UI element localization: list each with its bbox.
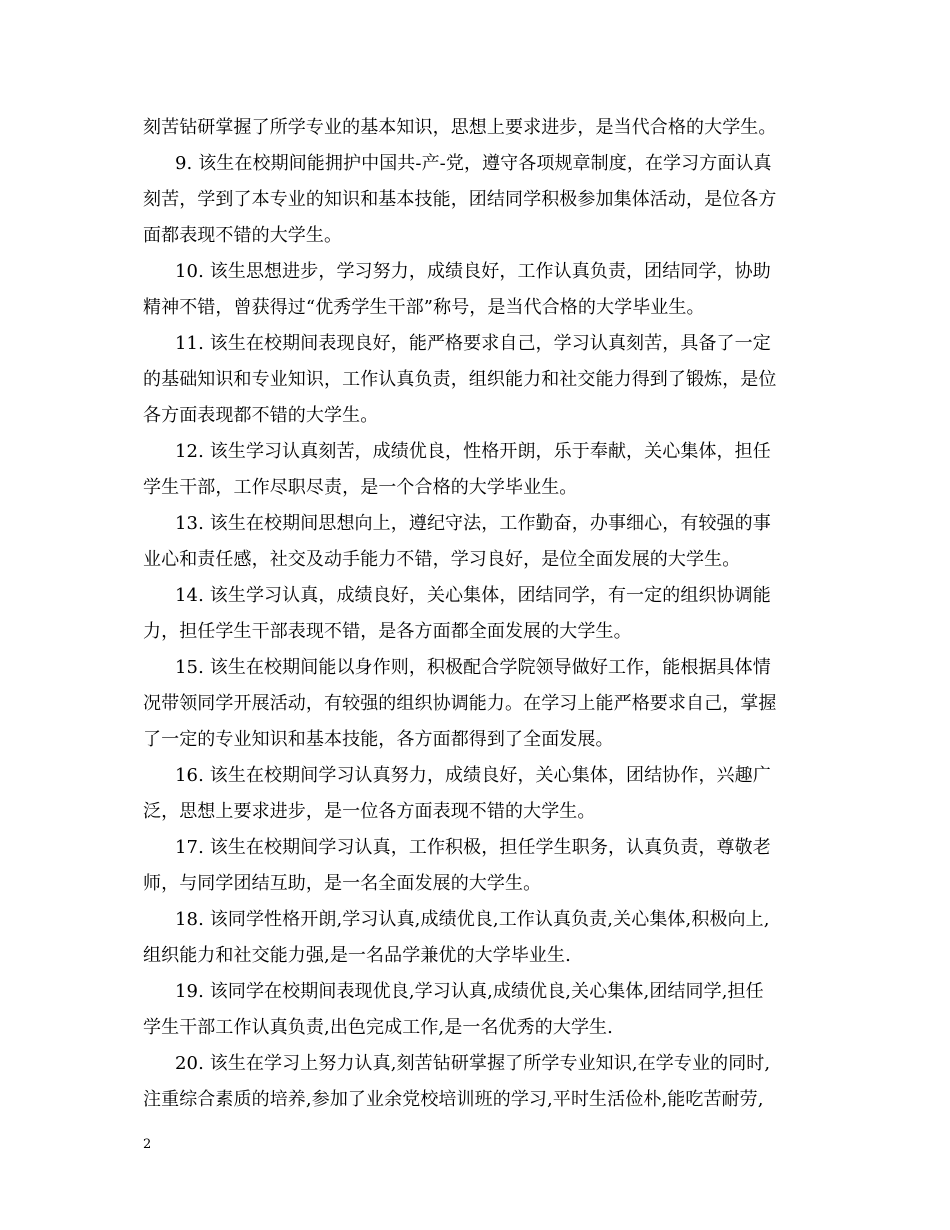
text-line: 学生干部工作认真负责,出色完成工作,是一名优秀的大学生. (143, 1017, 613, 1038)
text-line: 刻苦钻研掌握了所学专业的基本知识，思想上要求进步，是当代合格的大学生。 (143, 117, 777, 138)
text-line: 15. 该生在校期间能以身作则，积极配合学院领导做好工作，能根据具体情 (175, 657, 771, 678)
text-line: 12. 该生学习认真刻苦，成绩优良，性格开朗，乐于奉献，关心集体，担任 (175, 441, 771, 462)
text-line: 13. 该生在校期间思想向上，遵纪守法，工作勤奋，办事细心，有较强的事 (175, 513, 771, 534)
text-line: 11. 该生在校期间表现良好，能严格要求自己，学习认真刻苦，具备了一定 (175, 333, 771, 354)
text-line: 20. 该生在学习上努力认真,刻苦钻研掌握了所学专业知识,在学专业的同时, (175, 1053, 771, 1074)
text-line: 10. 该生思想进步，学习努力，成绩良好，工作认真负责，团结同学，协助 (175, 261, 771, 282)
text-line: 19. 该同学在校期间表现优良,学习认真,成绩优良,关心集体,团结同学,担任 (175, 981, 764, 1002)
text-line: 业心和责任感，社交及动手能力不错，学习良好，是位全面发展的大学生。 (143, 549, 741, 570)
text-line: 的基础知识和专业知识，工作认真负责，组织能力和社交能力得到了锻炼，是位 (143, 369, 777, 390)
text-line: 注重综合素质的培养,参加了业余党校培训班的学习,平时生活俭朴,能吃苦耐劳, (143, 1089, 764, 1110)
text-line: 各方面表现都不错的大学生。 (143, 405, 379, 426)
text-line: 9. 该生在校期间能拥护中国共-产-党，遵守各项规章制度，在学习方面认真 (175, 153, 772, 174)
text-line: 18. 该同学性格开朗,学习认真,成绩优良,工作认真负责,关心集体,积极向上, (175, 909, 770, 930)
text-line: 14. 该生学习认真，成绩良好，关心集体，团结同学，有一定的组织协调能 (175, 585, 771, 606)
text-line: 组织能力和社交能力强,是一名品学兼优的大学毕业生. (143, 945, 571, 966)
text-line: 力，担任学生干部表现不错，是各方面都全面发展的大学生。 (143, 621, 632, 642)
text-line: 刻苦，学到了本专业的知识和基本技能，团结同学积极参加集体活动，是位各方 (143, 189, 777, 210)
text-line: 泛，思想上要求进步，是一位各方面表现不错的大学生。 (143, 801, 596, 822)
text-line: 17. 该生在校期间学习认真，工作积极，担任学生职务，认真负责，尊敬老 (175, 837, 771, 858)
text-line: 学生干部，工作尽职尽责，是一个合格的大学毕业生。 (143, 477, 578, 498)
text-line: 师，与同学团结互助，是一名全面发展的大学生。 (143, 873, 542, 894)
text-line: 了一定的专业知识和基本技能，各方面都得到了全面发展。 (143, 729, 614, 750)
text-line: 精神不错，曾获得过“优秀学生干部”称号，是当代合格的大学毕业生。 (143, 297, 705, 318)
page-number: 2 (143, 1137, 152, 1152)
text-line: 况带领同学开展活动，有较强的组织协调能力。在学习上能严格要求自己，掌握 (143, 693, 777, 714)
text-line: 面都表现不错的大学生。 (143, 225, 343, 246)
text-line: 16. 该生在校期间学习认真努力，成绩良好，关心集体，团结协作，兴趣广 (175, 765, 771, 786)
